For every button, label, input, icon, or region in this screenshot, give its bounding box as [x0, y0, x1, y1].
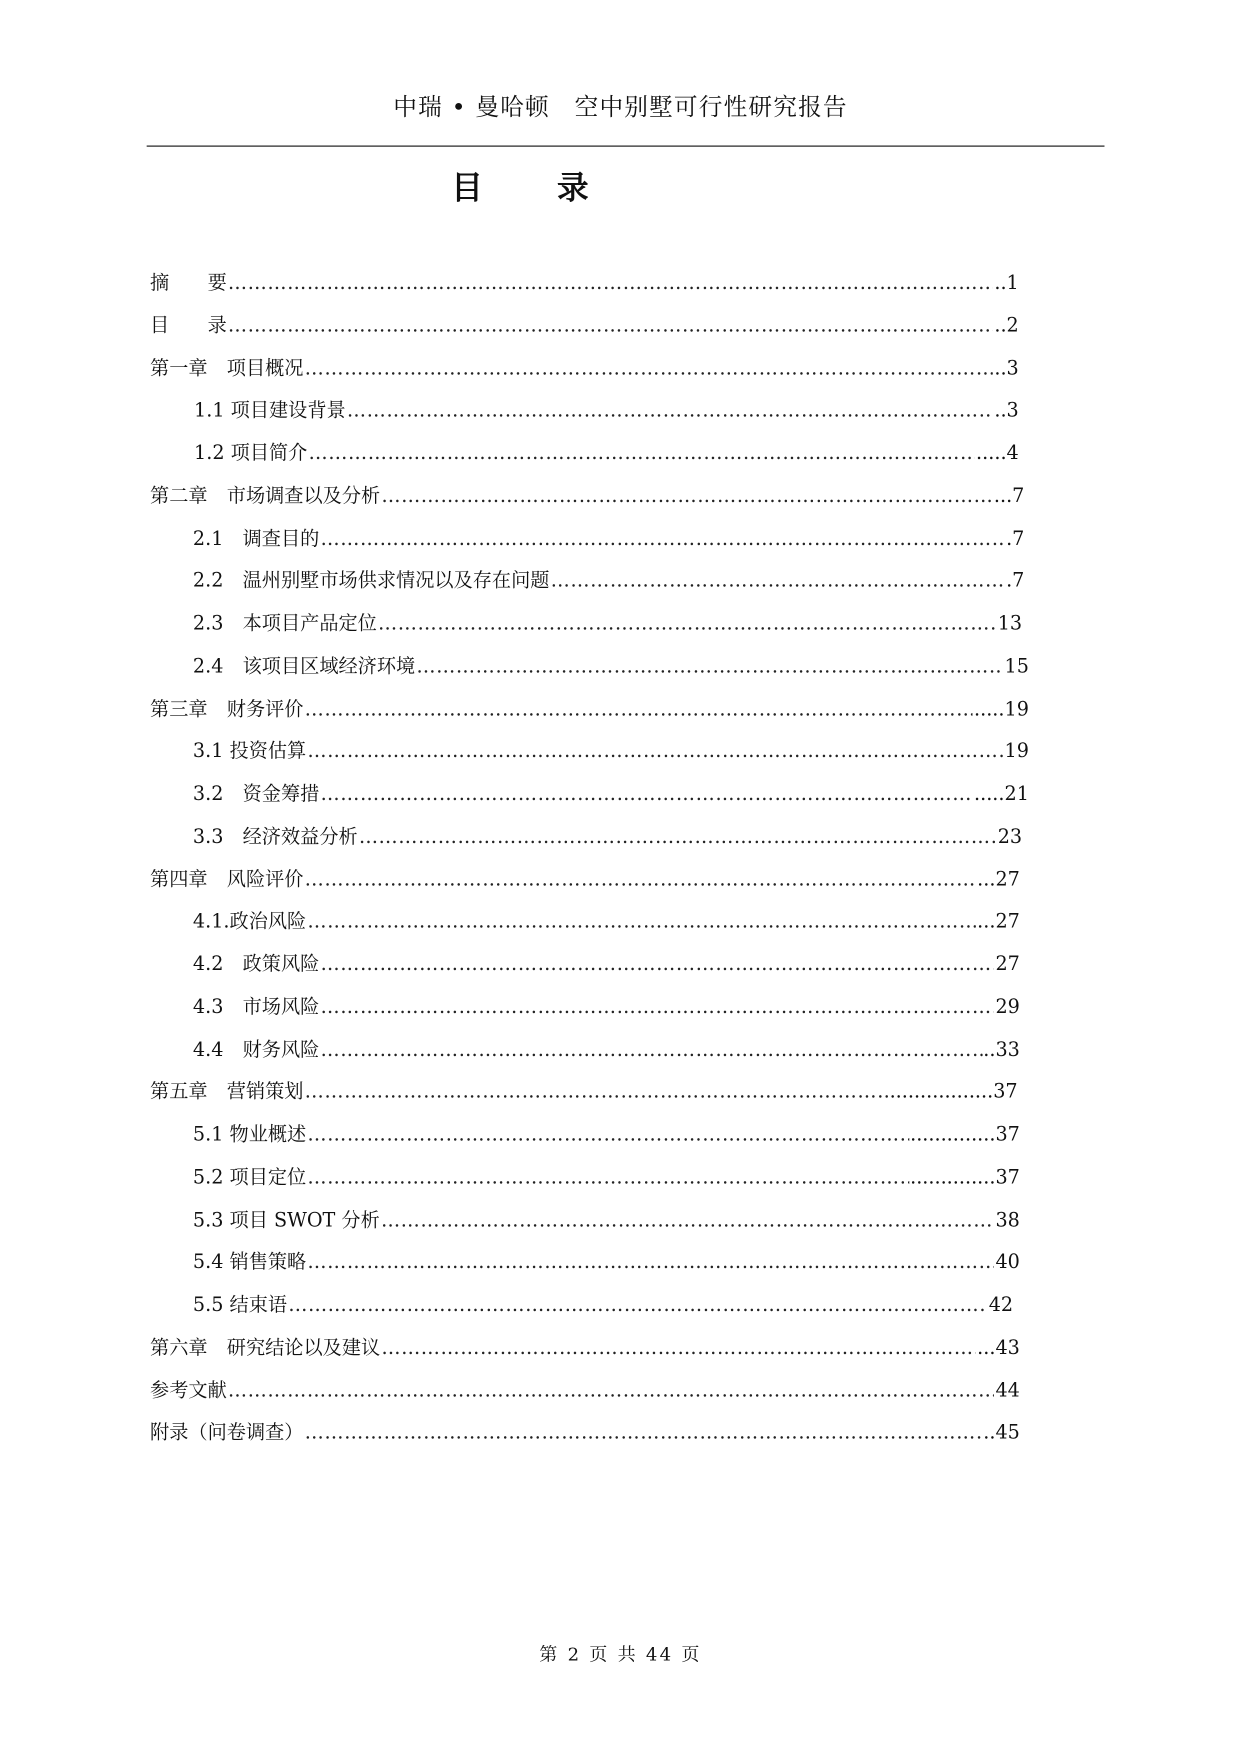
toc-entry[interactable] — [193, 907, 1020, 936]
toc-dot-leader — [305, 354, 994, 383]
toc-entry[interactable] — [193, 822, 1022, 851]
toc-entry[interactable] — [193, 780, 1029, 809]
toc-entry[interactable] — [150, 311, 1019, 340]
toc-entry[interactable] — [150, 1078, 1018, 1107]
toc-entry-page-number: .7 — [1006, 570, 1025, 593]
toc-dot-leader — [307, 1163, 909, 1192]
toc-entry-label: 5.2 项目定位 — [192, 1166, 307, 1189]
page-number-footer: 第 2 页 共 44 页 — [539, 1643, 702, 1666]
toc-dot-leader — [320, 524, 1004, 553]
toc-dot-leader — [309, 439, 975, 468]
toc-entry-page-number: ..33 — [983, 1038, 1020, 1062]
toc-entry-label: 1.2 项目简介 — [194, 442, 308, 465]
toc-entry-label: 目 录 — [150, 314, 227, 338]
toc-dot-leader — [347, 396, 993, 425]
toc-entry[interactable] — [193, 950, 1020, 979]
toc-dot-leader — [320, 993, 994, 1022]
toc-entry[interactable] — [150, 1376, 1020, 1405]
toc-dot-leader — [416, 652, 1003, 681]
toc-entry-page-number: ..45 — [983, 1421, 1020, 1445]
toc-entry-page-number: 27 — [995, 953, 1020, 976]
toc-entry-label: 5.4 销售策略 — [192, 1251, 307, 1274]
toc-entry-label: 第二章 市场调查以及分析 — [150, 484, 381, 508]
toc-entry[interactable] — [150, 1418, 1020, 1447]
toc-entry[interactable] — [193, 1035, 1020, 1064]
toc-entry-page-number: ..............37 — [910, 1166, 1020, 1189]
toc-entry[interactable] — [193, 1205, 1020, 1234]
toc-entry[interactable] — [193, 1120, 1020, 1149]
toc-entry-label: 参考文献 — [150, 1379, 227, 1402]
toc-entry-label: 4.3 市场风险 — [192, 995, 320, 1019]
toc-entry-page-number: 15 — [1004, 655, 1029, 678]
toc-entry[interactable] — [150, 1333, 1020, 1362]
toc-entry-label: 2.3 本项目产品定位 — [192, 612, 377, 636]
toc-entry-page-number: ..............37 — [910, 1123, 1020, 1147]
toc-dot-leader — [228, 269, 993, 298]
toc-entry[interactable] — [194, 396, 1019, 425]
toc-entry-label: 第一章 项目概况 — [150, 357, 304, 380]
toc-entry-label: 5.3 项目 SWOT 分析 — [192, 1208, 380, 1232]
toc-entry[interactable] — [193, 567, 1024, 596]
toc-entry-page-number: ..3 — [994, 399, 1019, 423]
toc-dot-leader — [228, 311, 993, 340]
toc-dot-leader — [228, 1376, 994, 1405]
toc-entry-page-number: .7 — [1006, 527, 1025, 550]
toc-entry[interactable] — [193, 609, 1022, 638]
toc-entry-label: 3.3 经济效益分析 — [192, 825, 358, 849]
toc-entry-page-number: 29 — [995, 995, 1020, 1019]
toc-entry-page-number: 44 — [995, 1379, 1020, 1402]
toc-entry[interactable] — [193, 1291, 1013, 1320]
toc-entry-label: 4.2 政策风险 — [192, 953, 320, 976]
toc-entry[interactable] — [193, 737, 1029, 766]
toc-entry-label: 3.2 资金筹措 — [192, 782, 320, 806]
toc-entry-page-number: 38 — [995, 1208, 1020, 1232]
toc-entry[interactable] — [193, 652, 1029, 681]
toc-entry[interactable] — [194, 439, 1019, 468]
toc-entry-label: 第三章 财务评价 — [150, 697, 304, 721]
toc-dot-leader — [307, 1120, 909, 1149]
toc-entry-page-number: ...27 — [977, 868, 1020, 891]
toc-dot-leader — [305, 1418, 983, 1447]
toc-dot-leader — [381, 481, 992, 510]
toc-entry-page-number: ...43 — [977, 1336, 1020, 1360]
toc-heading: 目 录 — [451, 169, 621, 207]
toc-entry[interactable] — [150, 269, 1019, 298]
toc-entry-page-number: ...27 — [977, 910, 1020, 934]
report-header-title: 中瑞 • 曼哈顿 空中别墅可行性研究报告 — [393, 93, 848, 121]
toc-dot-leader — [288, 1291, 987, 1320]
toc-entry-page-number: 19 — [1004, 740, 1029, 763]
toc-entry-label: 2.2 温州别墅市场供求情况以及存在问题 — [192, 570, 550, 593]
toc-entry-page-number: .....4 — [976, 442, 1019, 465]
toc-entry[interactable] — [193, 1163, 1020, 1192]
toc-dot-leader — [359, 822, 997, 851]
toc-entry-page-number: 13 — [997, 612, 1023, 636]
toc-dot-leader — [307, 907, 976, 936]
toc-entry-page-number: ..2 — [994, 314, 1019, 338]
toc-entry-page-number: 42 — [988, 1294, 1014, 1317]
toc-dot-leader — [305, 694, 973, 723]
toc-dot-leader — [381, 1205, 994, 1234]
toc-entry-page-number: ...7 — [993, 484, 1025, 508]
toc-entry-page-number: ..3 — [994, 357, 1019, 380]
toc-entry[interactable] — [150, 694, 1029, 723]
toc-entry-page-number: .....19 — [974, 697, 1029, 721]
toc-dot-leader — [320, 1035, 982, 1064]
toc-dot-leader — [307, 1248, 994, 1277]
toc-entry-label: 2.1 调查目的 — [192, 527, 320, 550]
toc-entry-label: 3.1 投资估算 — [192, 740, 307, 763]
toc-entry[interactable] — [150, 865, 1020, 894]
toc-entry[interactable] — [193, 524, 1024, 553]
toc-entry-label: 5.1 物业概述 — [192, 1123, 307, 1147]
header-divider — [147, 146, 1105, 147]
toc-entry-page-number: ..1 — [994, 271, 1019, 295]
toc-dot-leader — [381, 1333, 976, 1362]
toc-entry-label: 4.1.政治风险 — [192, 910, 307, 934]
toc-entry-page-number: 23 — [997, 825, 1023, 849]
toc-entry[interactable] — [150, 354, 1019, 383]
toc-entry-page-number: .................37 — [889, 1081, 1018, 1104]
toc-dot-leader — [378, 609, 997, 638]
toc-dot-leader — [305, 865, 976, 894]
toc-entry-label: 摘 要 — [150, 271, 227, 295]
toc-entry-label: 5.5 结束语 — [192, 1294, 288, 1317]
toc-entry-label: 第四章 风险评价 — [150, 868, 304, 891]
toc-entry-page-number: .....21 — [974, 782, 1029, 806]
toc-dot-leader — [320, 950, 994, 979]
toc-entry-page-number: 40 — [995, 1251, 1020, 1274]
toc-entry-label: 1.1 项目建设背景 — [194, 399, 346, 423]
toc-dot-leader — [320, 780, 972, 809]
toc-entry-label: 2.4 该项目区域经济环境 — [192, 655, 416, 678]
toc-dot-leader — [307, 737, 1003, 766]
toc-dot-leader — [551, 567, 1005, 596]
toc-dot-leader — [305, 1078, 889, 1107]
toc-entry-label: 第六章 研究结论以及建议 — [150, 1336, 381, 1360]
toc-entry-label: 附录（问卷调查） — [150, 1421, 304, 1445]
toc-entry[interactable] — [150, 481, 1024, 510]
toc-entry-label: 4.4 财务风险 — [192, 1038, 320, 1062]
toc-entry[interactable] — [193, 993, 1020, 1022]
toc-entry[interactable] — [193, 1248, 1020, 1277]
toc-entry-label: 第五章 营销策划 — [150, 1081, 304, 1104]
